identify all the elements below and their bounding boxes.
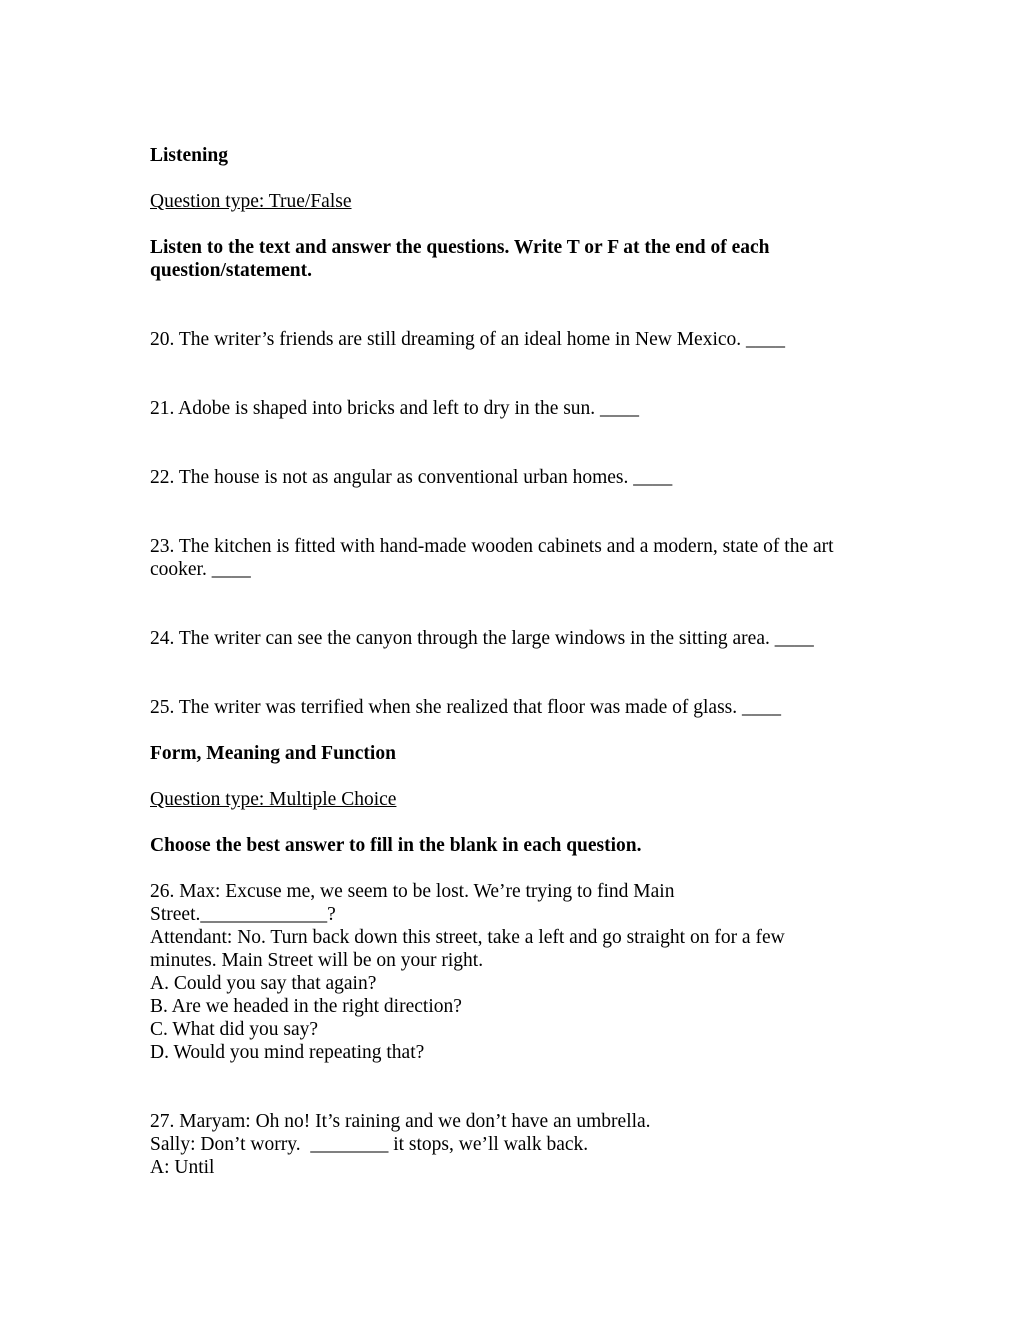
question-26: 26. Max: Excuse me, we seem to be lost. We’re trying to find Main <box>150 881 675 902</box>
question-type-true-false: Question type: True/False <box>150 191 352 212</box>
question-26-line: minutes. Main Street will be on your right. <box>150 950 484 971</box>
question-23-cont: cooker. ____ <box>150 559 251 580</box>
question-25: 25. The writer was terrified when she realized that floor was made of glass. ____ <box>150 697 782 718</box>
section-heading-listening: Listening <box>150 145 229 166</box>
option-c: C. What did you say? <box>150 1019 319 1040</box>
instruction-line: Listen to the text and answer the questions. Write T or F at the end of each <box>150 237 770 258</box>
option-b: B. Are we headed in the right direction? <box>150 996 462 1017</box>
section-heading-form: Form, Meaning and Function <box>150 743 396 764</box>
question-27-line: Sally: Don’t worry. ________ it stops, we’ll walk back. <box>150 1134 589 1155</box>
question-27: 27. Maryam: Oh no! It’s raining and we don’t have an umbrella. <box>150 1111 651 1132</box>
question-type-multiple-choice: Question type: Multiple Choice <box>150 789 397 810</box>
question-26-line: Street._____________? <box>150 904 336 925</box>
question-20: 20. The writer’s friends are still dreaming of an ideal home in New Mexico. ____ <box>150 329 786 350</box>
option-d: D. Would you mind repeating that? <box>150 1042 425 1063</box>
question-21: 21. Adobe is shaped into bricks and left to dry in the sun. ____ <box>150 398 640 419</box>
question-23: 23. The kitchen is fitted with hand-made wooden cabinets and a modern, state of the art <box>150 536 834 557</box>
question-24: 24. The writer can see the canyon through the large windows in the sitting area. ____ <box>150 628 814 649</box>
question-26-line: Attendant: No. Turn back down this street, take a left and go straight on for a few <box>150 927 785 948</box>
question-22: 22. The house is not as angular as conventional urban homes. ____ <box>150 467 673 488</box>
instruction: Choose the best answer to fill in the blank in each question. <box>150 835 642 856</box>
instruction-line: question/statement. <box>150 260 312 281</box>
option-a: A: Until <box>150 1157 215 1178</box>
option-a: A. Could you say that again? <box>150 973 377 994</box>
